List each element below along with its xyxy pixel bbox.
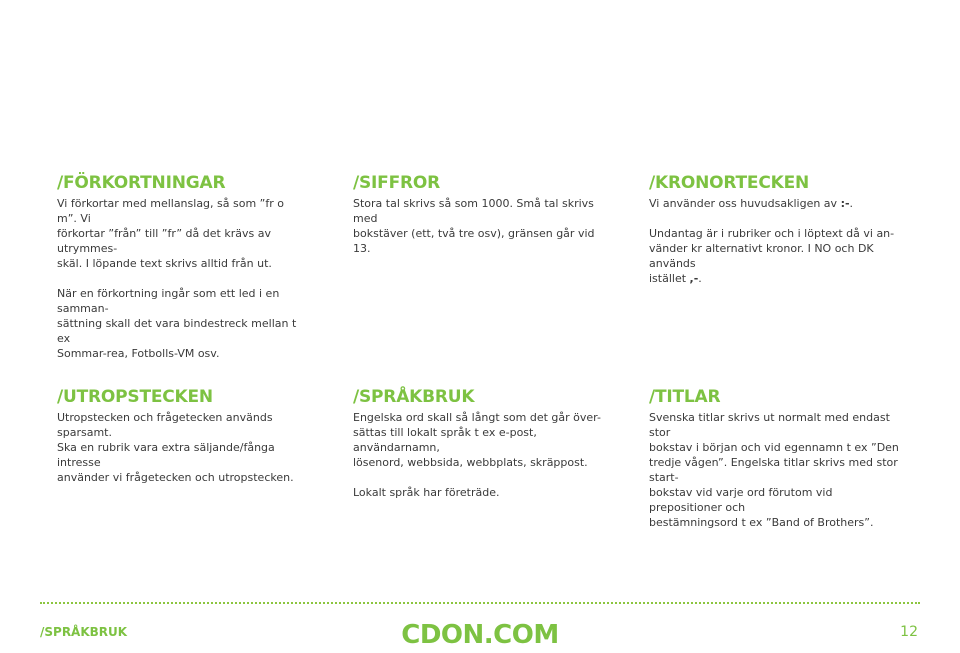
- section-title: /SPRÅKBRUK: [353, 387, 475, 407]
- section-forkortningar: [57, 173, 307, 361]
- section-sprakbruk: [353, 387, 603, 500]
- currency-symbol: ,-: [689, 272, 699, 285]
- section-paragraph: Vi förkortar med mellanslag, så som ”fr o m”. Vi förkortar ”från” till ”fr” då det krävs av utrymmes- skäl. I löpande text skrivs alltid från ut.: [57, 197, 284, 270]
- cdon-logo: CDON.COM: [401, 620, 559, 650]
- currency-symbol: :-: [840, 197, 850, 210]
- section-utropstecken: [57, 387, 307, 485]
- section-title: /UTROPSTECKEN: [57, 387, 213, 407]
- section-paragraph: Svenska titlar skrivs ut normalt med endast stor bokstav i början och vid egennamn t ex ”Den tredje vågen”. Engelska titlar skrivs med stor start- bokstav vid varje ord förutom vid prepositioner och bestämningsord t ex ”Band of Brothers”.: [649, 411, 899, 529]
- paragraph-text: Undantag är i rubriker och i löptext då vi an- vänder kr alternativt kronor. I NO och DK används istället: [649, 227, 895, 285]
- section-paragraph: Utropstecken och frågetecken används sparsamt. Ska en rubrik vara extra säljande/fånga intresse använder vi frågetecken och utropstecken.: [57, 411, 294, 484]
- section-paragraph: Engelska ord skall så långt som det går över- sättas till lokalt språk t ex e-post, användarnamn, lösenord, webbsida, webbplats, skräppost.: [353, 411, 601, 469]
- section-paragraph: [649, 226, 899, 286]
- section-titlar: [649, 387, 899, 530]
- section-siffror: [353, 173, 603, 256]
- section-paragraph: Stora tal skrivs så som 1000. Små tal skrivs med bokstäver (ett, två tre osv), gränsen går vid 13.: [353, 197, 595, 255]
- section-paragraph: När en förkortning ingår som ett led i en samman- sättning skall det vara bindestreck mellan t ex Sommar-rea, Fotbolls-VM osv.: [57, 287, 297, 360]
- footer-divider: [40, 602, 920, 604]
- section-title: /SIFFROR: [353, 173, 441, 193]
- paragraph-text: Vi använder oss huvudsakligen av: [649, 197, 841, 210]
- section-title: /FÖRKORTNINGAR: [57, 173, 226, 193]
- section-paragraph: [649, 196, 899, 211]
- section-title: /TITLAR: [649, 387, 721, 407]
- footer-section-label: /SPRÅKBRUK: [40, 625, 128, 639]
- section-paragraph: Lokalt språk har företräde.: [353, 486, 500, 499]
- section-title: /KRONORTECKEN: [649, 173, 810, 193]
- section-kronortecken: [649, 173, 899, 286]
- paragraph-end: .: [698, 272, 702, 285]
- page-number: 12: [900, 624, 918, 640]
- paragraph-end: .: [849, 197, 854, 210]
